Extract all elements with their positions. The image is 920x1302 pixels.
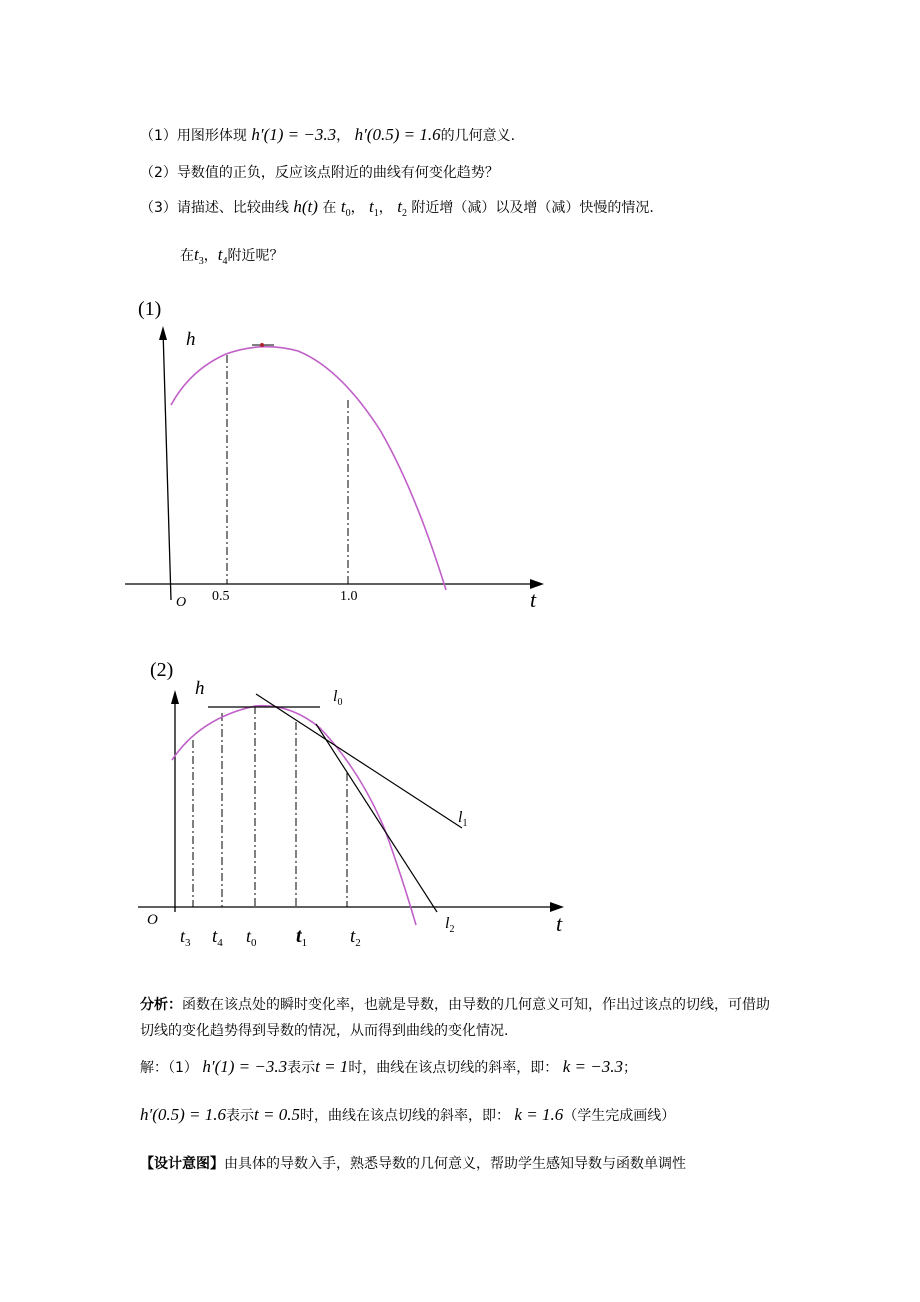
solution-end1: ； — [623, 1060, 638, 1076]
fig2-tick-t2: $t_2$ — [350, 926, 361, 949]
solution-line-2 — [140, 1106, 675, 1125]
q1-expr2: h′(0.5) = 1.6 — [354, 125, 441, 144]
q3b-text-b: 附近呢？ — [227, 248, 284, 264]
solution-text-e: （学生完成画线） — [563, 1108, 676, 1124]
q3-comma2: ， — [378, 200, 393, 216]
fig2-tangent-l2 — [316, 724, 437, 912]
solution-text-d: 时，曲线在该点切线的斜率，即： — [299, 1108, 510, 1124]
q3-t0: t — [340, 197, 346, 216]
fig1-origin: O — [176, 595, 187, 610]
q1-sep: ， — [336, 128, 351, 144]
fig2-origin: O — [147, 912, 158, 928]
solution-k2: k = 1.6 — [514, 1105, 564, 1124]
fig2-tick-t1: $t_1$ — [296, 925, 308, 949]
q3b-text-a: 在 — [180, 248, 194, 264]
q1-number: （1） — [140, 128, 177, 144]
fig1-label: (1) — [138, 298, 162, 320]
q3-text-c: 附近增（减）以及增（减）快慢的情况. — [411, 200, 654, 216]
fig2-l2-label: $l_2$ — [445, 915, 455, 935]
q2-number: （2） — [140, 165, 177, 181]
q3b-t4-sub: 4 — [222, 255, 228, 267]
q1-expr1: h′(1) = −3.3 — [251, 125, 337, 144]
solution-text-b: 时，曲线在该点切线的斜率，即： — [348, 1060, 559, 1076]
q3-func: h(t) — [293, 197, 318, 216]
q3b-comma: ， — [203, 248, 218, 264]
solution-label: 解： — [140, 1060, 168, 1076]
solution-text-a: 表示 — [287, 1060, 316, 1076]
fig1-t-label: t — [530, 587, 537, 612]
solution-cond1: t = 1 — [315, 1057, 349, 1076]
analysis-label: 分析： — [140, 997, 182, 1013]
q3-comma1: ， — [350, 200, 365, 216]
fig1-h-label: h — [186, 329, 196, 350]
q3b-t3: t — [194, 245, 199, 264]
q3-number: （3） — [140, 200, 177, 216]
q3-t0-sub: 0 — [345, 207, 351, 219]
solution-text-c: 表示 — [226, 1108, 255, 1124]
q3-t2-sub: 2 — [401, 207, 407, 219]
analysis-paragraph — [140, 992, 780, 1044]
solution-expr2: h′(0.5) = 1.6 — [140, 1105, 227, 1124]
fig2-l0-label: $l_0$ — [333, 688, 343, 708]
q2-text: 导数值的正负，反应该点附近的曲线有何变化趋势？ — [176, 165, 499, 181]
solution-expr1: h′(1) = −3.3 — [202, 1057, 288, 1076]
q3-text-a: 请描述、比较曲线 — [176, 200, 289, 216]
solution-cond2: t = 0.5 — [254, 1105, 300, 1124]
fig2-t-label: t — [556, 911, 563, 936]
solution-k1: k = −3.3 — [562, 1057, 624, 1076]
q3-text-b: 在 — [322, 200, 337, 216]
fig2-tick-t4: $t_4$ — [212, 926, 223, 949]
q1-text-b: 的几何意义. — [440, 128, 516, 144]
q3-t2: t — [397, 197, 402, 216]
q3-t1: t — [369, 197, 374, 216]
fig2-curve — [172, 706, 416, 925]
solution-number: （1） — [168, 1060, 198, 1076]
design-text: 由具体的导数入手，熟悉导数的几何意义，帮助学生感知导数与函数单调性 — [224, 1156, 686, 1172]
q3b-t4: t — [217, 245, 223, 264]
fig1-tick-10: 1.0 — [340, 589, 358, 604]
solution-line-1 — [140, 1058, 637, 1077]
fig2-tangent-l1 — [256, 694, 462, 828]
q3b-t3-sub: 3 — [198, 255, 204, 267]
fig2-l1-label: $l_1$ — [458, 809, 468, 829]
fig1-tick-05: 0.5 — [212, 589, 230, 604]
analysis-text: 函数在该点处的瞬时变化率，也就是导数，由导数的几何意义可知，作出过该点的切线，可借助切线的变化趋势得到导数的情况，从而得到曲线的变化情况. — [140, 997, 770, 1039]
q3-t1-sub: 1 — [373, 207, 379, 219]
q1-text-a: 用图形体现 — [176, 128, 247, 144]
fig2-h-label: h — [195, 678, 205, 699]
fig2-tick-t3: $t_3$ — [180, 926, 191, 949]
fig2-label: (2) — [150, 659, 174, 681]
fig2-tick-t0: $t_0$ — [246, 926, 257, 949]
fig2-y-arrow — [171, 690, 179, 704]
design-intent — [140, 1155, 686, 1173]
design-label: 【设计意图】 — [140, 1156, 224, 1172]
